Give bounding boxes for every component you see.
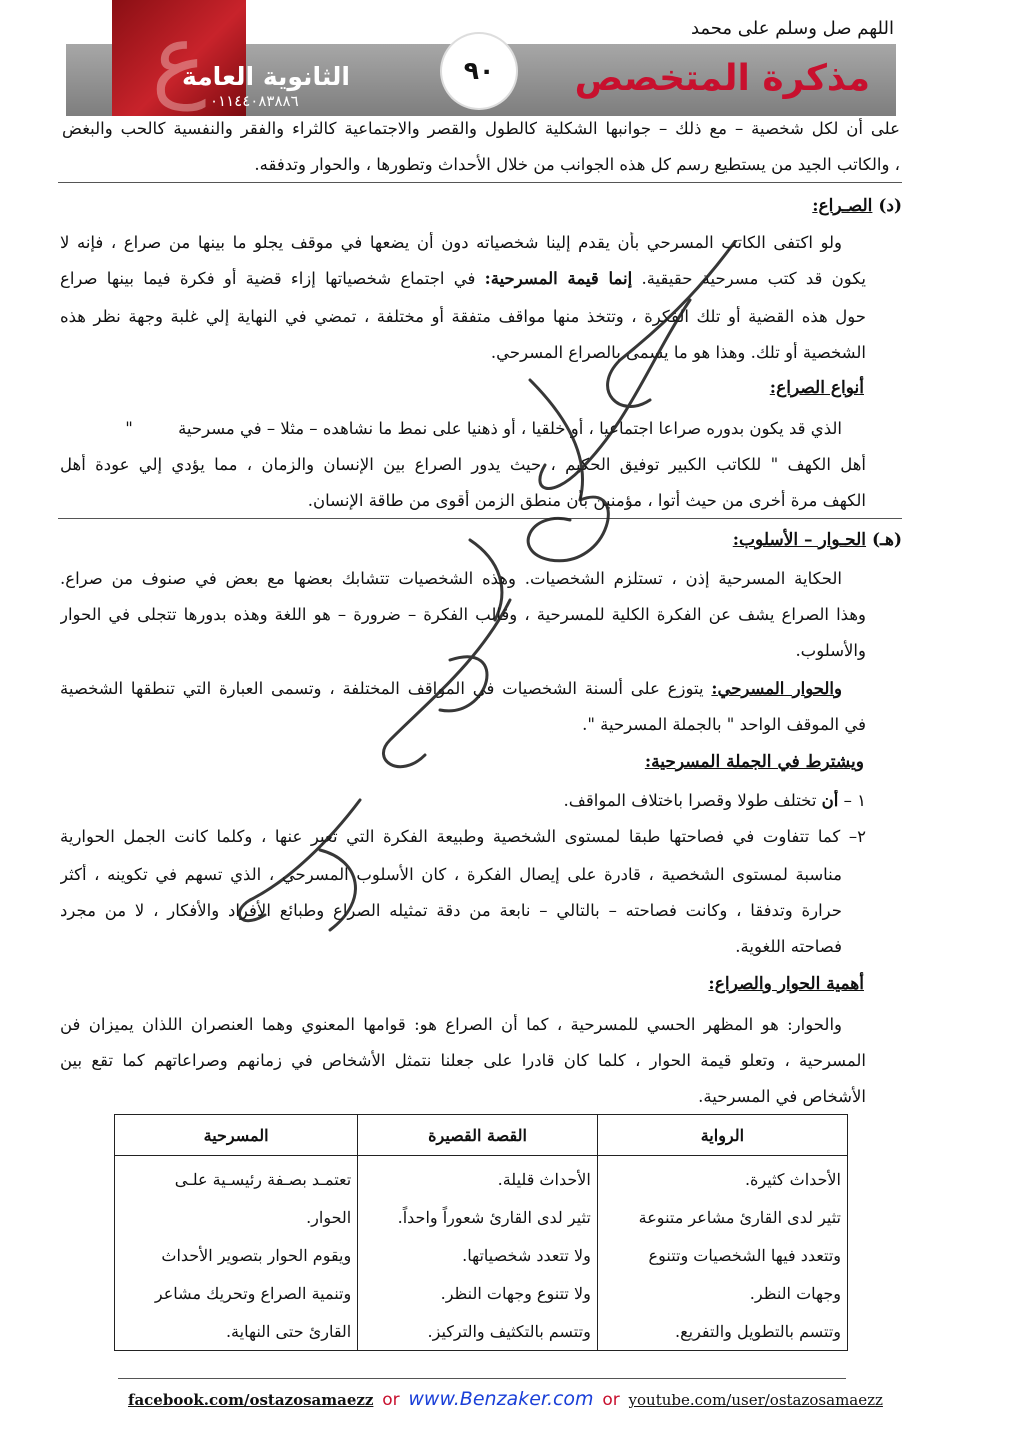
table-row (115, 1274, 848, 1312)
conditions-heading (645, 752, 864, 772)
table-cell: تعتمـد بصـفة رئيسـية علـى (115, 1160, 358, 1198)
table-cell: ولا تتعدد شخصياتها. (358, 1236, 598, 1274)
section-h-line-1: الحكاية المسرحية إذن ، تستلزم الشخصيات. وهذه الشخصيات تتشابك بعضها مع بعض في صنوف من صراع. (60, 569, 842, 588)
comparison-table (114, 1114, 848, 1351)
header-play: المسرحية (115, 1115, 358, 1156)
phone-number: ٠١١٤٤٠٨٣٨٨٦ (210, 92, 299, 110)
condition-1 (60, 790, 866, 812)
header-short-story: القصة القصيرة (358, 1115, 598, 1156)
website-link[interactable]: www.Benzaker.com (408, 1388, 594, 1410)
table-cell: وجهات النظر. (597, 1274, 847, 1312)
logo-ornament-icon: ع (151, 4, 207, 111)
section-h-title: الحـوار – الأسلوب: (732, 530, 867, 550)
page-number: ٩٠ (442, 34, 516, 108)
prayer-line: اللهم صل وسلم على محمد (690, 18, 894, 39)
table-row (115, 1312, 848, 1351)
page-footer (128, 1388, 883, 1410)
conditions-title: ويشترط في الجملة المسرحية: (644, 752, 864, 772)
condition-2-line-2: مناسبة لمستوى الشخصية ، قادرة على إيصال الفكرة ، كان الأسلوب المسرحي ، الذي تسهم في تكوينه ، أكثر (60, 865, 842, 884)
table-cell: الأحداث قليلة. (358, 1160, 598, 1198)
bold-span: إنما قيمة المسرحية: (484, 269, 633, 288)
section-h-line-2: وهذا الصراع يشف عن الفكرة الكلية للمسرحية ، وقالب الفكرة – ضرورة – هو اللغة وهذه بدورها تتجلى في الحوار (60, 605, 866, 624)
condition-2-line-1: ٢– كما تتفاوت في فصاحتها طبقا لمستوى الشخصية وطبيعة الفكرة التي تعبر عنها ، وكلما كانت الجمل الحوارية (60, 827, 866, 846)
condition-2-line-3: حرارة وتدفقا ، وكانت فصاحته – بالتالي – نابعة من دقة تمثيله الصراع وطبائع الأفراد والأفكار ، لا من مجرد (60, 901, 842, 920)
dialogue-label: والحوار المسرحي: (711, 679, 842, 698)
importance-line-3: الأشخاص في المسرحية. (698, 1087, 866, 1106)
or-separator: or (602, 1390, 620, 1410)
table-cell: وتتعدد فيها الشخصيات وتتنوع (597, 1236, 847, 1274)
table-cell: وتنمية الصراع وتحريك مشاعر (115, 1274, 358, 1312)
divider (58, 182, 902, 183)
or-separator: or (382, 1390, 400, 1410)
section-h-heading (733, 530, 902, 550)
condition-2-line-4: فصاحته اللغوية. (735, 937, 842, 956)
text-span: في اجتماع شخصياتها إزاء قضية أو فكرة فيما بينها صراع (60, 269, 476, 288)
section-d-line-4: الشخصية أو تلك. وهذا هو ما يسمى بالصراع المسرحي. (490, 343, 866, 362)
table-cell: وتتسم بالتطويل والتفريع. (597, 1312, 847, 1351)
facebook-link[interactable]: facebook.com/ostazosamaezz (128, 1391, 374, 1409)
table-cell: تثير لدى القارئ شعوراً واحداً. (358, 1198, 598, 1236)
types-heading (770, 378, 864, 398)
text-span: " (125, 419, 133, 438)
types-title: أنواع الصراع: (769, 378, 864, 398)
text-span: الذي قد يكون بدوره صراعا اجتماعيا ، أو خلقيا ، أو ذهنيا على نمط ما نشاهده – مثلا – في مسرحية (178, 419, 842, 438)
divider (58, 518, 902, 519)
types-line-3: الكهف مرة أخرى من حيث أتوا ، مؤمنين بأن منطق الزمن أقوى من طاقة الإنسان. (307, 491, 866, 510)
types-line-1 (60, 418, 842, 440)
dialogue-line-1 (60, 678, 842, 700)
table-cell: ولا تتنوع وجهات النظر. (358, 1274, 598, 1312)
table-cell: الحوار. (115, 1198, 358, 1236)
table-row (115, 1160, 848, 1198)
section-h-prefix: (هـ) (871, 530, 902, 550)
section-d-heading (812, 196, 902, 216)
importance-heading (708, 974, 864, 994)
importance-line-1: والحوار: هو المظهر الحسي للمسرحية ، كما أن الصراع هو: قوامها المعنوي وهما العنصران اللذان يميزان فن (60, 1015, 842, 1034)
table-header-row (115, 1115, 848, 1156)
text-span: تختلف طولا وقصرا باختلاف المواقف. (563, 791, 817, 810)
section-h-line-3: والأسلوب. (795, 641, 866, 660)
section-d-title: الصـراع: (812, 196, 873, 216)
text-span: ١ – (843, 791, 866, 810)
section-d-line-3: حول هذه القضية أو تلك الفكرة ، وتتخذ منها مواقف متفقة أو مختلفة ، تمضي في النهاية إلي غلبة وجهة نظر هذه (60, 307, 866, 326)
table-cell: القارئ حتى النهاية. (115, 1312, 358, 1351)
table-cell: ويقوم الحوار بتصوير الأحداث (115, 1236, 358, 1274)
school-title: الثانوية العامة (182, 62, 350, 91)
header-novel: الرواية (597, 1115, 847, 1156)
text-span: يكون قد كتب مسرحية حقيقية. (641, 269, 866, 288)
table-row (115, 1236, 848, 1274)
youtube-link[interactable]: youtube.com/user/ostazosamaezz (628, 1391, 883, 1409)
brand-title: مذكرة المتخصص (574, 58, 870, 99)
types-line-2: أهل الكهف " للكاتب الكبير توفيق الحكيم ، حيث يدور الصراع بين الإنسان والزمان ، مما يؤدي إلي عودة أهل (60, 455, 866, 474)
bold-span: أن (821, 791, 839, 810)
text-span: يتوزع على ألسنة الشخصيات في المواقف المختلفة ، وتسمى العبارة التي تنطقها الشخصية (60, 679, 704, 698)
section-d-prefix: (د) (878, 196, 902, 216)
importance-line-2: المسرحية ، وتعلو قيمة الحوار ، كلما كان قادرا على جعلنا نتمثل الأشخاص في زمانهم وصراعاتهم كما تقع بين (60, 1051, 866, 1070)
dialogue-line-2: في الموقف الواحد " بالجملة المسرحية ". (582, 715, 866, 734)
table-cell: تثير لدى القارئ مشاعر متنوعة (597, 1198, 847, 1236)
importance-title: أهمية الحوار والصراع: (708, 974, 864, 994)
intro-line-2: ، والكاتب الجيد من يستطيع رسم كل هذه الجوانب من خلال الأحداث وتطورها ، والحوار وتدفقه. (254, 155, 900, 174)
table-row (115, 1198, 848, 1236)
intro-line-1: على أن لكل شخصية – مع ذلك – جوانبها الشكلية كالطول والقصر والاجتماعية كالثراء والفقر والنفسية كالحب والبغض (62, 119, 900, 138)
footer-divider (118, 1378, 846, 1379)
table-cell: وتتسم بالتكثيف والتركيز. (358, 1312, 598, 1351)
table-cell: الأحداث كثيرة. (597, 1160, 847, 1198)
section-d-line-2 (60, 268, 866, 290)
section-d-line-1: ولو اكتفى الكاتب المسرحي بأن يقدم إلينا شخصياته دون أن يضعها في موقف يجلو ما بينها من صراع ، فإنه لا (60, 233, 842, 252)
